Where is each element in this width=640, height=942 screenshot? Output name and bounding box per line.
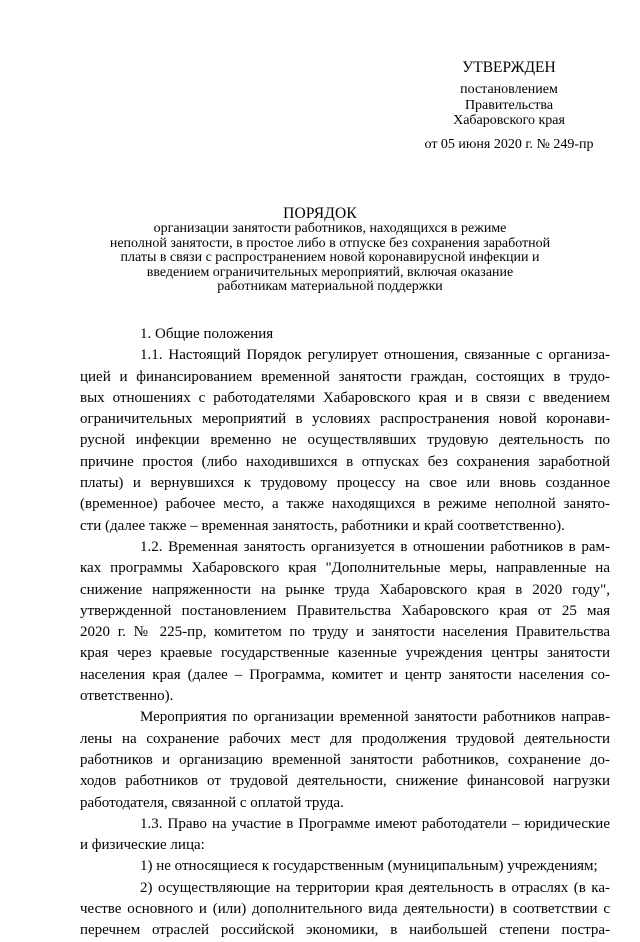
approval-heading: УТВЕРЖДЕН (462, 59, 556, 76)
body-line: и физические лица: (80, 837, 205, 854)
body-line: сти (далее также – временная занятость, работники и край соответственно). (80, 517, 565, 534)
body-line: 2020 г. № 225-пр, комитетом по труду и занятости населения Правительства (80, 624, 610, 641)
approval-line: постановлением (460, 82, 558, 97)
subtitle-line: организации занятости работников, находящихся в режиме (153, 221, 507, 236)
body-line: края через краевые государственные казенные учреждения центры занятости (80, 645, 610, 662)
body-line: платы) и вернувшихся к трудовому процессу на свое или вновь созданное (80, 475, 610, 492)
body-line: работников и организацию временной занятости работников, сохранение до- (80, 751, 610, 768)
body-line: цией и финансированием временной занятости граждан, состоящих в трудо- (80, 368, 610, 385)
body-line: ответственно). (80, 688, 174, 705)
body-line: (временное) рабочее место, а также находящихся в режиме неполной занято- (80, 496, 610, 513)
approval-line: Хабаровского края (453, 113, 565, 128)
body-line: 1.3. Право на участие в Программе имеют работодатели – юридические (140, 815, 610, 832)
body-line: 1) не относящиеся к государственным (муниципальным) учреждениям; (140, 858, 598, 875)
document-title: ПОРЯДОК (283, 205, 357, 222)
document-body (80, 324, 610, 942)
body-line: населения края (далее – Программа, комитет и центр занятости населения со- (80, 666, 610, 683)
section-heading: 1. Общие положения (140, 326, 274, 342)
body-line: Мероприятия по организации временной занятости работников направ- (140, 709, 610, 726)
body-line: честве основного и (или) дополнительного вида деятельности) в соответствии с (80, 901, 610, 918)
body-line: перечнем отраслей российской экономики, в наибольшей степени постра- (80, 922, 610, 939)
body-line: вых отношениях с работодателями Хабаровского края и в связи с введением (80, 389, 610, 406)
body-line: лены на сохранение рабочих мест для продолжения трудовой деятельности (80, 730, 610, 747)
subtitle-line: платы в связи с распространением новой коронавирусной инфекции и (120, 250, 540, 266)
body-line: причине простоя (либо находившихся в отпусках без сохранения заработной (80, 453, 610, 470)
body-line: 2) осуществляющие на территории края деятельность в отраслях (в ка- (140, 879, 610, 896)
body-line: 1.2. Временная занятость организуется в отношении работников в рам- (140, 538, 610, 555)
body-line: снижение напряженности на рынке труда Хабаровского края в 2020 году", (80, 581, 610, 598)
body-line: ках программы Хабаровского края "Дополнительные меры, направленные на (80, 560, 610, 577)
subtitle-line: неполной занятости, в простое либо в отпуске без сохранения заработной (109, 235, 551, 251)
document-subtitle (95, 222, 565, 295)
body-line: ограничительных мероприятий в условиях распространения новой коронави- (80, 411, 610, 428)
body-line: 1.1. Настоящий Порядок регулирует отношения, связанные с организа- (140, 347, 610, 364)
approval-line: Правительства (464, 97, 554, 113)
subtitle-line: работникам материальной поддержки (217, 279, 443, 295)
body-line: работодателя, связанной с оплатой труда. (80, 794, 344, 811)
body-line: ходов работников от трудовой деятельности, снижение финансовой нагрузки (80, 773, 610, 790)
approval-date: от 05 июня 2020 г. № 249-пр (424, 136, 594, 152)
body-line: русной инфекции временно не осуществлявших трудовую деятельность по (80, 432, 610, 449)
approval-stamp (414, 58, 604, 152)
body-line: утвержденной постановлением Правительства Хабаровского края от 25 мая (80, 602, 610, 619)
subtitle-line: введением ограничительных мероприятий, включая оказание (146, 264, 514, 280)
